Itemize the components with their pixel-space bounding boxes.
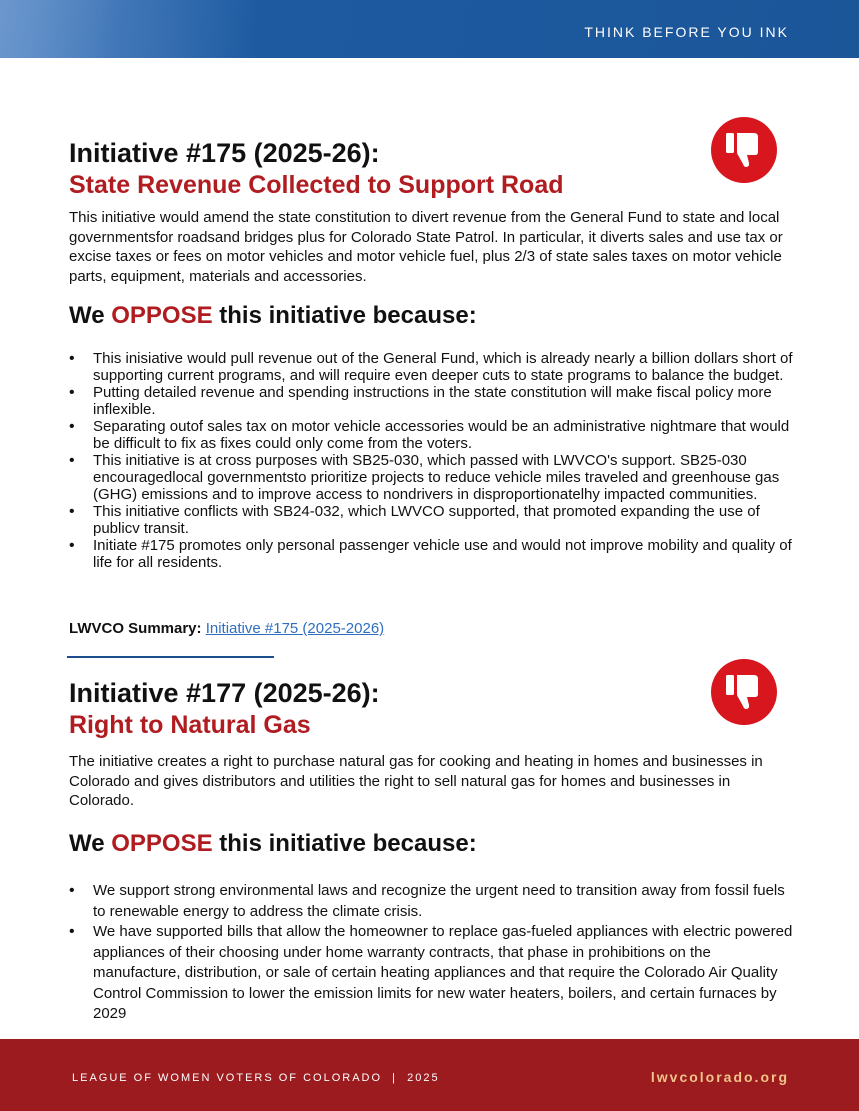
list-item: • We support strong environmental laws and recognize the urgent need to transition away from fossil fuels to renewable energy to address the climate crisis. (69, 881, 794, 922)
oppose-prefix: We (69, 830, 112, 857)
oppose-prefix: We (69, 302, 112, 329)
initiative-177-section (69, 678, 794, 811)
summary-link[interactable]: Initiative #175 (2025-2026) (205, 620, 385, 637)
initiative-175-reasons (69, 350, 794, 571)
header-banner (0, 0, 859, 58)
oppose-suffix: this initiative because: (212, 830, 477, 857)
initiative-175-subtitle: State Revenue Collected to Support Road (69, 171, 564, 199)
initiative-177-reasons (69, 881, 794, 1025)
initiative-175-description: This initiative would amend the state constitution to divert revenue from the General Fund to state and local governmentsfor roadsand bridges plus for Colorado State Patrol. In particular, it diverts sales and use tax or excise taxes or fees on motor vehicles and motor vehicle fuel, plus 2/3 of state sales taxes on motor vehicle parts, equipment, materials and accessories. (69, 209, 783, 285)
list-item: • Putting detailed revenue and spending instructions in the state constitution will make fiscal policy more inflexible. (69, 384, 794, 418)
oppose-word: OPPOSE (111, 302, 213, 329)
header-tagline: THINK BEFORE YOU INK (584, 24, 789, 40)
initiative-177-oppose-heading (69, 830, 794, 858)
list-item: • Initiate #175 promotes only personal passenger vehicle use and would not improve mobility and quality of life for all residents. (69, 537, 794, 571)
list-item: • This initiative is at cross purposes with SB25-030, which passed with LWVCO's support. SB25-030 encouragedlocal governmentsto prioritize projects to reduce vehicle miles traveled and greenhouse gas (GHG) emissions and to improve access to nondrivers in disproportionatelhy impacted communities. (69, 452, 794, 503)
initiative-175-section (69, 138, 794, 286)
header-brush-decoration (0, 0, 260, 58)
initiative-175-summary (69, 620, 794, 638)
initiative-177-subtitle: Right to Natural Gas (69, 711, 311, 739)
initiative-175-oppose-heading (69, 302, 794, 330)
footer-organization: LEAGUE OF WOMEN VOTERS OF COLORADO | 2025 (72, 1072, 440, 1084)
list-item: • This inisiative would pull revenue out of the General Fund, which is already nearly a billion dollars short of supporting current programs, and will require even deeper cuts to state programs to balance the budget. (69, 350, 794, 384)
list-item: • We have supported bills that allow the homeowner to replace gas-fueled appliances with electric powered appliances of their choosing under home warranty contracts, that phase in prohibitions on the manufacture, distribution, or sale of certain heating appliances and that require the Colorado Air Quality Control Commission to lower the emission limits for new water heaters, boilers, and certain furnaces by 2029 (69, 922, 794, 1025)
summary-label: LWVCO Summary: (69, 620, 206, 637)
section-divider (67, 656, 274, 658)
oppose-word: OPPOSE (111, 830, 213, 857)
initiative-175-title: Initiative #175 (2025-26): (69, 138, 380, 168)
initiative-177-title: Initiative #177 (2025-26): (69, 678, 380, 708)
list-item: • This initiative conflicts with SB24-032, which LWVCO supported, that promoted expanding the use of publicv transit. (69, 503, 794, 537)
footer-bar (0, 1039, 859, 1111)
initiative-177-description: The initiative creates a right to purchase natural gas for cooking and heating in homes and businesses in Colorado and gives distributors and utilities the right to sell natural gas for homes and businesses in Colorado. (69, 753, 763, 809)
oppose-suffix: this initiative because: (212, 302, 477, 329)
list-item: • Separating outof sales tax on motor vehicle accessories would be an administrative nightmare that would be difficult to fix as fixes could only come from the voters. (69, 418, 794, 452)
footer-website[interactable]: lwvcolorado.org (650, 1069, 789, 1085)
